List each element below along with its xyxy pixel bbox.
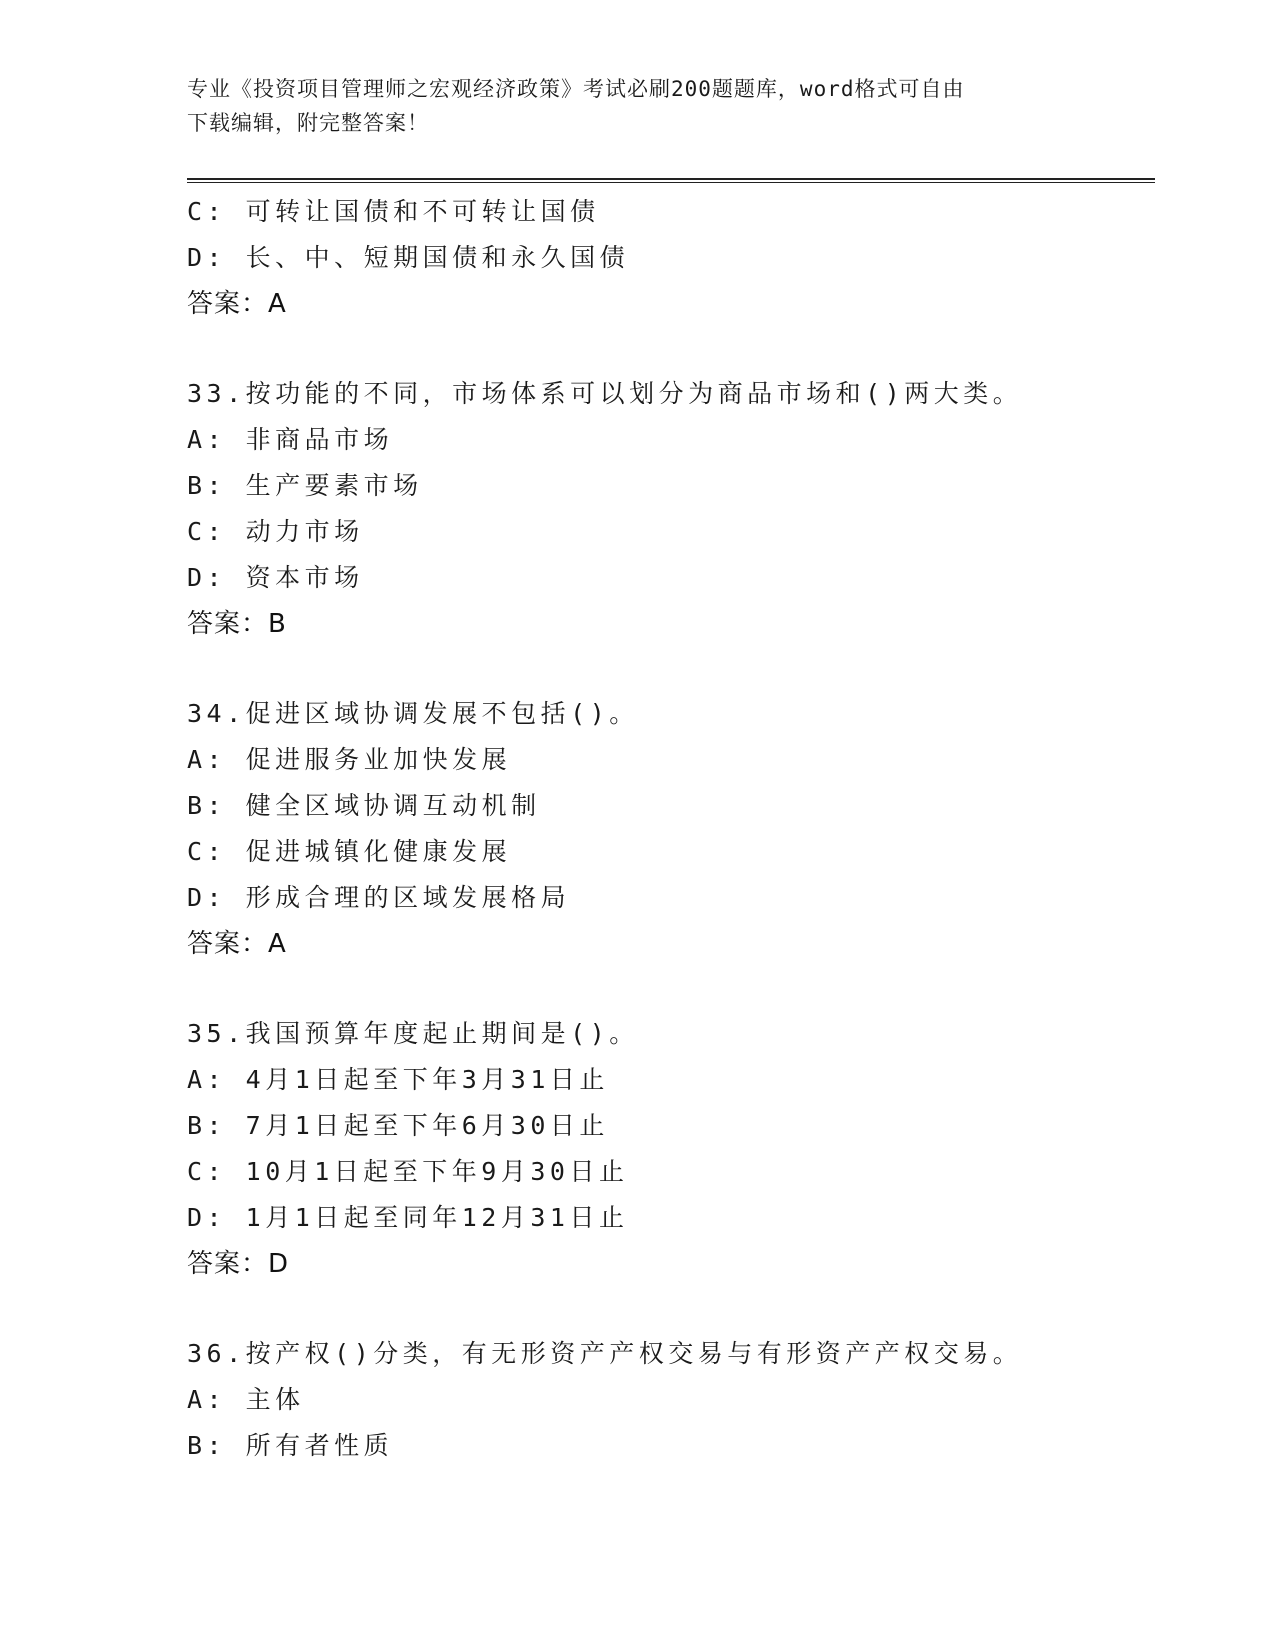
answer-line: 答案：A xyxy=(187,289,287,319)
option-c: C: 促进城镇化健康发展 xyxy=(187,837,512,866)
option-d: D: 1月1日起至同年12月31日止 xyxy=(187,1203,629,1232)
option-c: C: 可转让国债和不可转让国债 xyxy=(187,197,600,226)
header-line: 专业《投资项目管理师之宏观经济政策》考试必刷200题题库，word格式可自由 xyxy=(187,77,965,101)
option-b: B: 所有者性质 xyxy=(187,1431,394,1460)
header-line: 下载编辑，附完整答案！ xyxy=(187,111,429,135)
option-a: A: 促进服务业加快发展 xyxy=(187,745,512,774)
spacer xyxy=(187,1287,1155,1331)
option-d: D: 形成合理的区域发展格局 xyxy=(187,883,571,912)
option-d: D: 长、中、短期国债和永久国债 xyxy=(187,243,630,272)
answer-line: 答案：D xyxy=(187,1249,290,1279)
spacer xyxy=(187,967,1155,1011)
answer-line: 答案：A xyxy=(187,929,287,959)
question-stem: 36.按产权()分类，有无形资产产权交易与有形资产产权交易。 xyxy=(187,1339,1023,1368)
header-divider xyxy=(187,178,1155,183)
option-a: A: 主体 xyxy=(187,1385,305,1414)
document-header xyxy=(187,72,1087,140)
question-list xyxy=(187,189,1155,1469)
option-c: C: 动力市场 xyxy=(187,517,364,546)
option-c: C: 10月1日起至下年9月30日止 xyxy=(187,1157,629,1186)
question-stem: 33.按功能的不同，市场体系可以划分为商品市场和()两大类。 xyxy=(187,379,1023,408)
spacer xyxy=(187,647,1155,691)
option-b: B: 7月1日起至下年6月30日止 xyxy=(187,1111,609,1140)
option-a: A: 非商品市场 xyxy=(187,425,394,454)
option-d: D: 资本市场 xyxy=(187,563,364,592)
option-b: B: 生产要素市场 xyxy=(187,471,423,500)
option-b: B: 健全区域协调互动机制 xyxy=(187,791,541,820)
option-a: A: 4月1日起至下年3月31日止 xyxy=(187,1065,609,1094)
answer-line: 答案：B xyxy=(187,609,287,639)
spacer xyxy=(187,327,1155,371)
question-stem: 34.促进区域协调发展不包括()。 xyxy=(187,699,639,728)
question-stem: 35.我国预算年度起止期间是()。 xyxy=(187,1019,639,1048)
